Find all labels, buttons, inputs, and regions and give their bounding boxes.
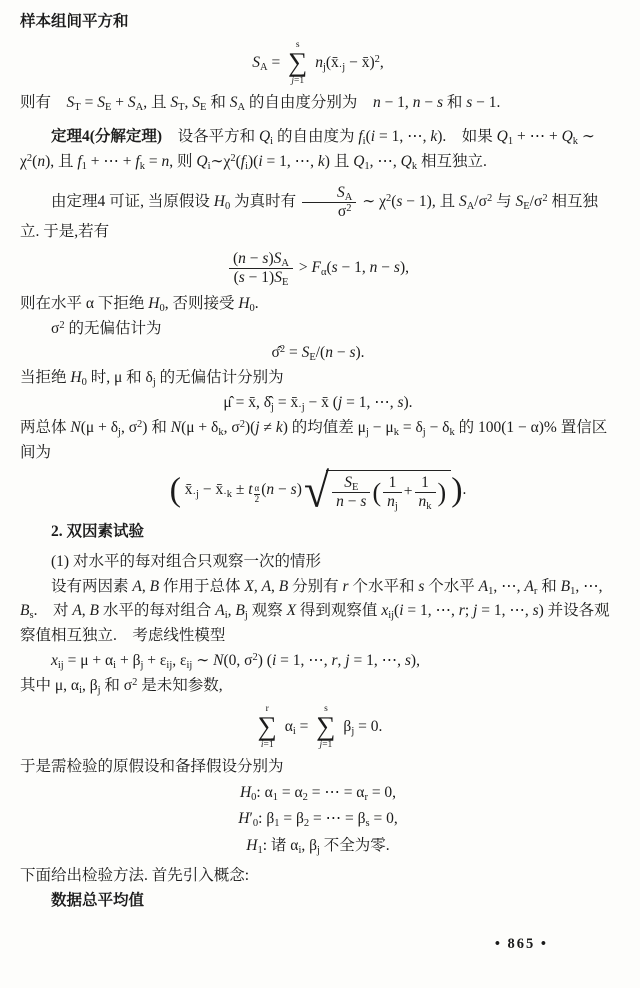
para-theorem-4-decomposition: 定理4(分解定理) 设各平方和 $Q_i$ 的自由度为 $f_i(i = 1$, ⋯, k). 如果 $Q_1$ + ⋯ + $Q_k$ ∼ $\chi^2(n)$, 且 $f_1$ + ⋯ + $f_k = n$, 则 $Q_i\sim\chi^2(f_i)(i = 1$, ⋯, k) 且 $Q_1$, ⋯, $Q_k$ 相互独立. [20,128,595,172]
para-hypotheses-intro: 于是需检验的原假设和备择假设分别为 [20,758,284,776]
formula-null-hypothesis-h0: $H_0$: $\alpha_1 = \alpha_2$ = ⋯ = $\alpha_r = 0$, [239,783,397,803]
para-reject-at-level-alpha: 则在水平 α 下拒绝 $H_0$, 否则接受 $H_0$. [20,294,259,314]
para-test-method-intro: 下面给出检验方法. 首先引入概念: [20,866,250,884]
heading-two-factor-experiment: 2. 双因素试验 [51,522,145,540]
para-sigma-unbiased-intro: $\sigma^2$ 的无偏估计为 [51,319,162,337]
formula-null-hypothesis-h0-prime: $H'_0$: $\beta_1 = \beta_2$ = ⋯ = $\beta_s = 0$, [238,810,398,830]
formula-unbiased-estimators: μ̂ = x̄, $\deltâ_j$ = $x̄_{\cdot j}$ − x̄ (j = 1, ⋯, s). [223,393,413,413]
heading-single-observation-case: (1) 对水平的每对组合只观察一次的情形 [51,552,321,570]
heading-between-group-sum-of-squares: 样本组间平方和 [20,13,129,30]
formula-sigma-hat: σ̂$^2$ = $S_E/(n - s)$. [271,344,365,364]
formula-f-test-statistic: $\frac{(n - s)S_A}{(s - 1)S_E}$ > $F_\alpha(s - 1$, n − s), [20,250,616,287]
para-when-h0-rejected: 当拒绝 $H_0$ 时, μ 和 $\delta_j$ 的无偏估计分别为 [20,369,284,389]
para-two-factor-setup: 设有两因素 A, B 作用于总体 X, A, B 分别有 r 个水平和 s 个水平 $A_1$, ⋯, $A_r$ 和 $B_1$, ⋯, $B_s$. 对 A, B 水平的每对组合 $A_i$, $B_j$ 观察 X 得到观察值 $x_{ij}(i = 1$, ⋯, r; j = 1, ⋯, s) 并设各观察值相互独立. 考虑线性模型 [20,577,610,645]
page-number: • 865 • [494,935,548,952]
formula-confidence-interval: ( $x̄_{\cdot j}$ − $x̄_{\cdot k} \pm t$ $_{\frac{\alpha}{2}}$ (n − s) √ $\frac{S_E}{n - s}$ ( $\frac{1}{n_j}$ + $\frac{1}{n_k}$ ) ). [169,463,467,517]
formula-alternative-hypothesis-h1: $H_1$: 诸 $\alpha_i$, $\beta_j$ 不全为零. [246,836,390,856]
hypothesis-list [20,780,616,859]
formula-linear-model: $x_{ij} = \mu + \alpha_i + \beta_j + \varepsilon_{ij}$, $\varepsilon_{ij}$ ∼ N(0, $\sigma^2$) (i = 1, ⋯, r, j = 1, ⋯, s), [51,651,420,671]
para-two-populations-mean-difference: 两总体 $N(\mu + \delta_j$, $\sigma^2$) 和 $N(\mu + \delta_k$, $\sigma^2)(j \ne k)$ 的均值差 $\mu_j - \mu_k = \delta_j - \delta_k$ 的 100(1 − α)% 置信区间为 [20,418,608,461]
heading-grand-mean: 数据总平均值 [51,891,145,909]
para-unknown-parameters: 其中 μ, $\alpha_i$, $\beta_j$ 和 $\sigma^2$ 是未知参数, [20,676,223,696]
formula-between-group-ss: $S_A$ = s ∑ j=1 $n_j(x̄_{\cdot j}$ − x̄)$^2$, [252,39,384,86]
formula-sum-constraint: r ∑ i=1 $\alpha_i$ = s ∑ j=1 $\beta_j = 0$. [257,703,383,750]
para-degrees-of-freedom: 则有 $S_T = S_E + S_A$, 且 $S_T$, $S_E$ 和 $S_A$ 的自由度分别为 n − 1, n − s 和 s − 1. [20,94,501,114]
para-by-theorem-4: 由定理4 可证, 当原假设 $H_0$ 为真时有 $\frac{S_A}{\sigma^2}$ ∼ $\chi^2(s - 1)$, 且 $S_A/\sigma^2$ 与 $S_E/\sigma^2$ 相互独立. 于是,若有 [20,183,598,241]
